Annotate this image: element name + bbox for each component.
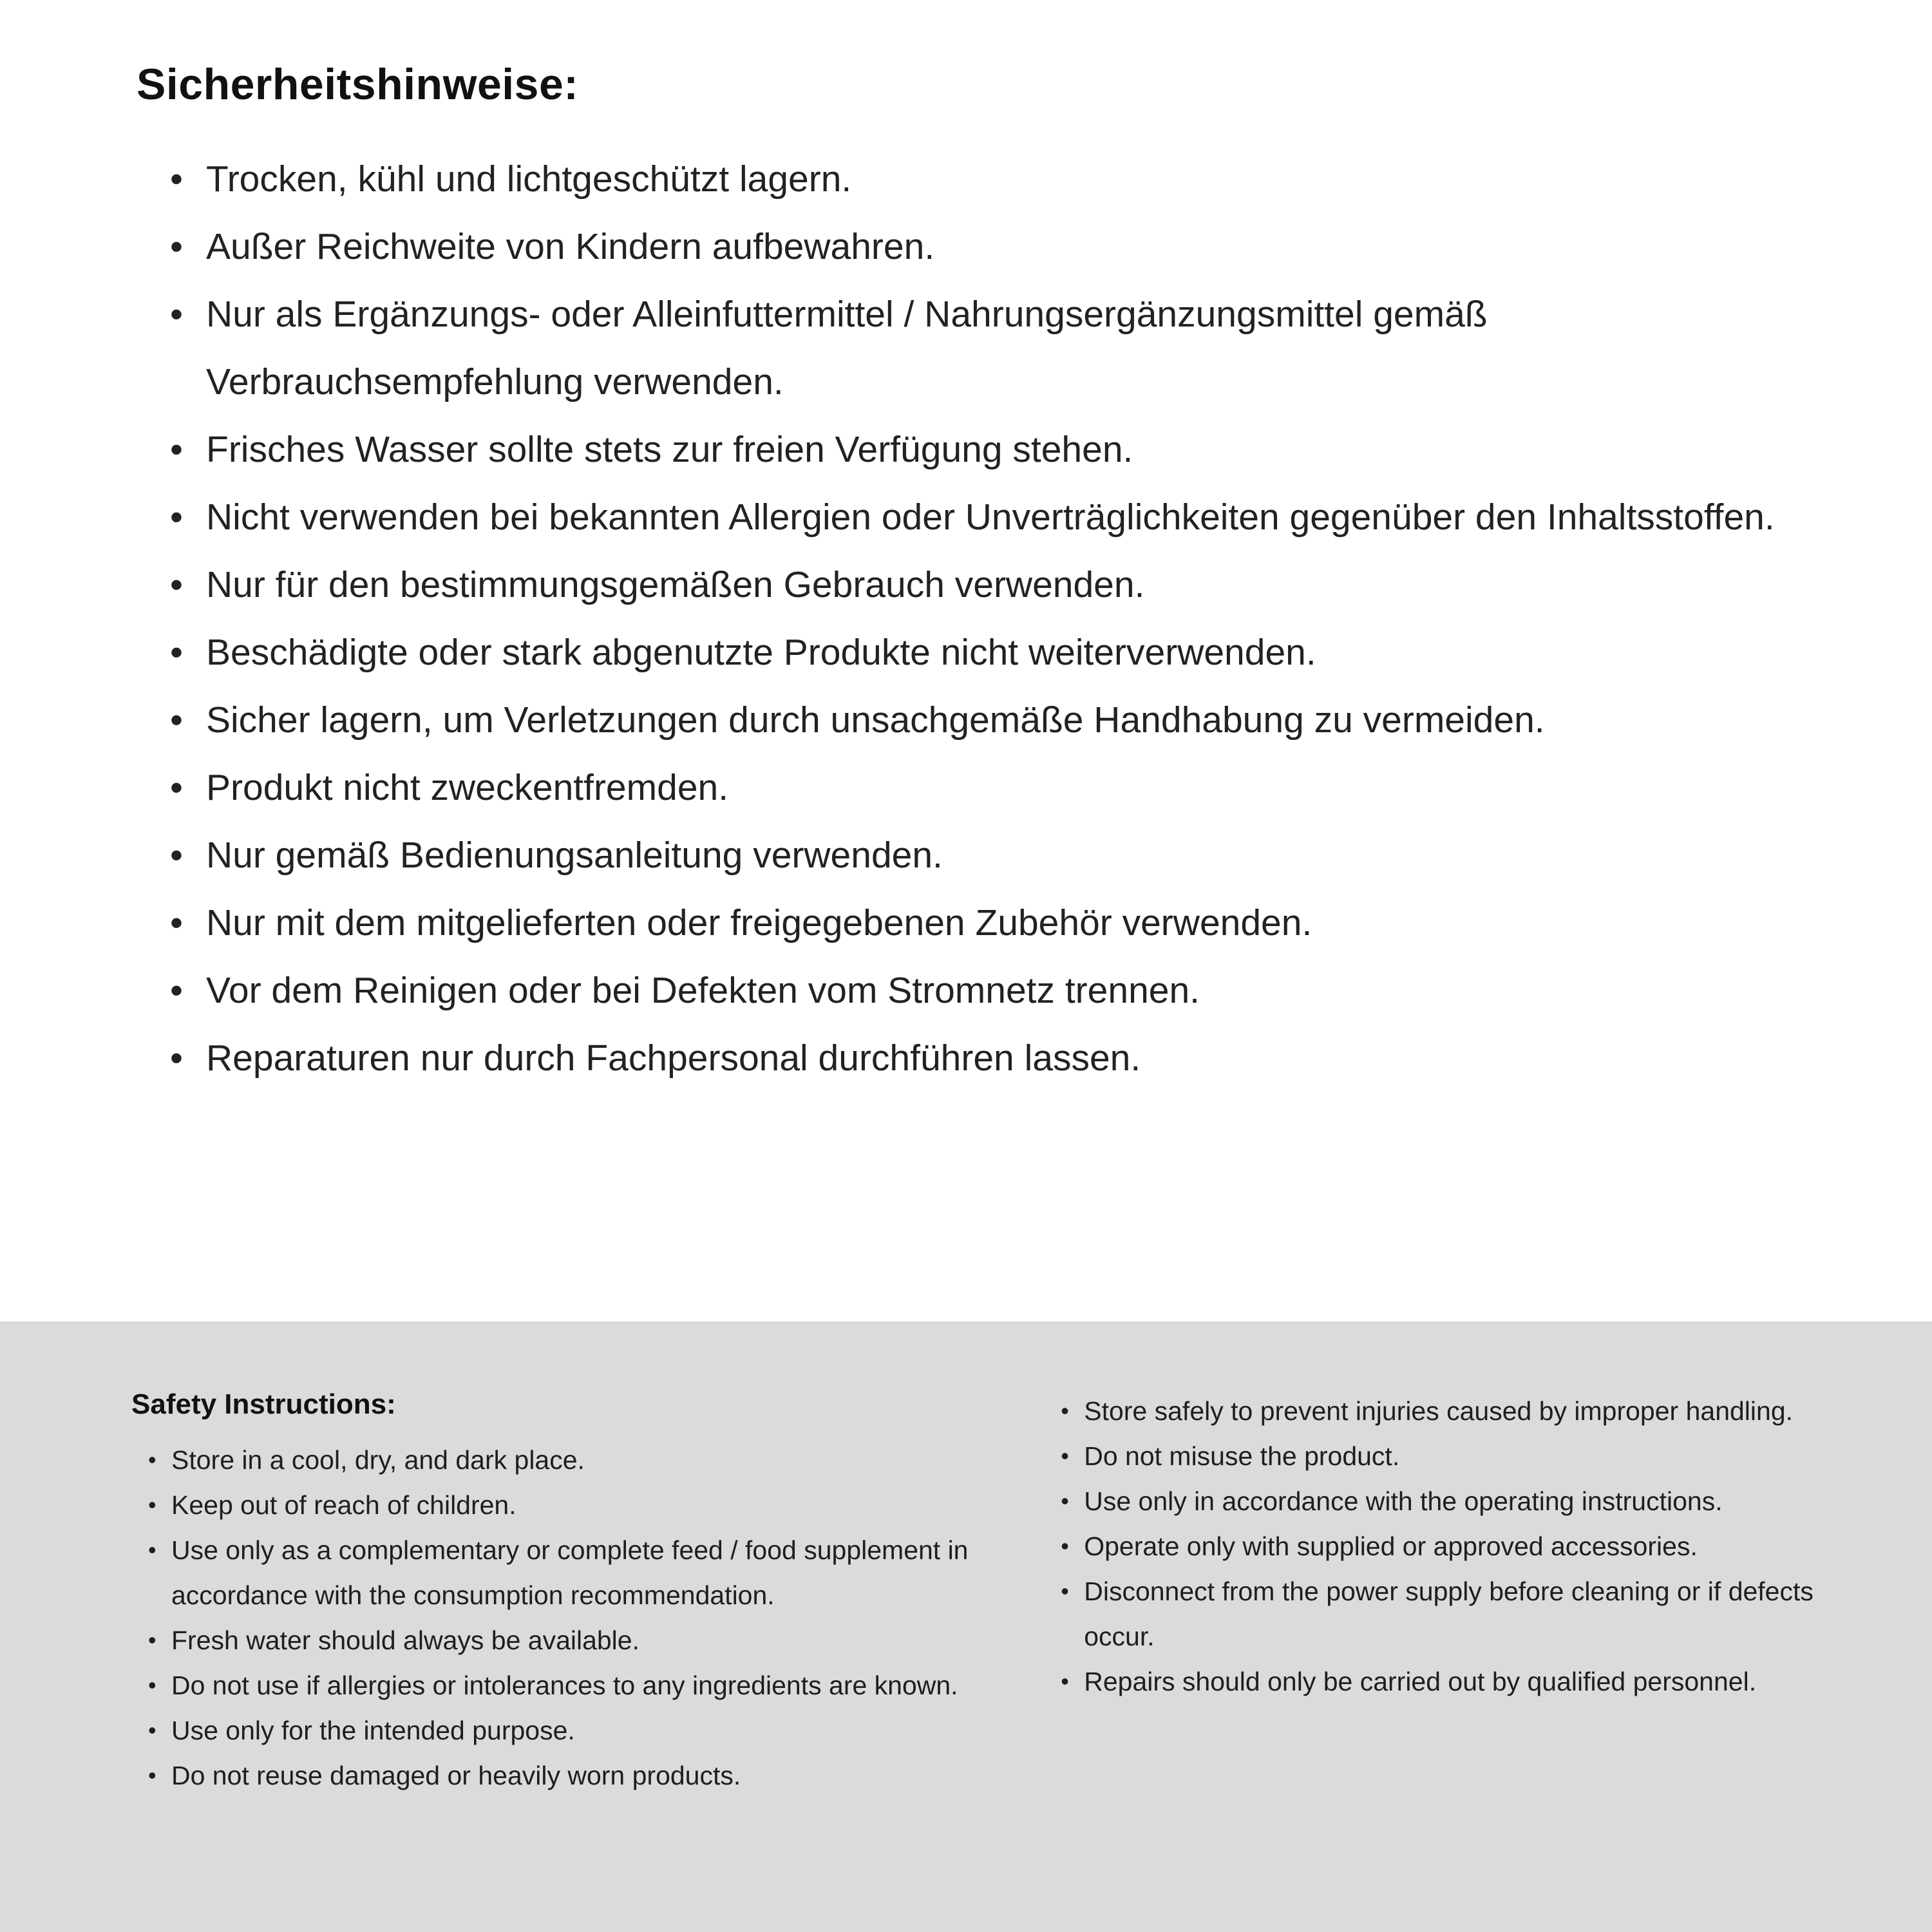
safety-item: • Nur mit dem mitgelieferten oder freigegebenen Zubehör verwenden. <box>137 889 1837 957</box>
safety-item: • Beschädigte oder stark abgenutzte Produkte nicht weiterverwenden. <box>137 619 1837 687</box>
safety-item: • Keep out of reach of children. <box>131 1482 973 1528</box>
safety-item: • Store in a cool, dry, and dark place. <box>131 1437 973 1482</box>
english-safety-list-right <box>1044 1388 1829 1704</box>
english-right-column <box>1044 1388 1829 1932</box>
safety-item: • Außer Reichweite von Kindern aufbewahren. <box>137 213 1837 281</box>
safety-item: • Nur als Ergänzungs- oder Alleinfuttermittel / Nahrungsergänzungsmittel gemäß Verbrauchsempfehlung verwenden. <box>137 281 1837 416</box>
safety-item: • Fresh water should always be available. <box>131 1618 973 1663</box>
safety-item: • Do not reuse damaged or heavily worn products. <box>131 1753 973 1798</box>
safety-item: • Nur gemäß Bedienungsanleitung verwenden. <box>137 822 1837 889</box>
safety-item: • Use only as a complementary or complete feed / food supplement in accordance with the consumption recommendation. <box>131 1528 973 1618</box>
safety-item: • Repairs should only be carried out by qualified personnel. <box>1044 1659 1829 1704</box>
safety-item: • Use only in accordance with the operating instructions. <box>1044 1479 1829 1524</box>
english-safety-list-left <box>131 1437 973 1798</box>
safety-item: • Produkt nicht zweckentfremden. <box>137 754 1837 822</box>
german-section-title: Sicherheitshinweise: <box>137 60 579 109</box>
safety-item: • Sicher lagern, um Verletzungen durch unsachgemäße Handhabung zu vermeiden. <box>137 687 1837 754</box>
safety-item: • Nur für den bestimmungsgemäßen Gebrauch verwenden. <box>137 551 1837 619</box>
english-left-column <box>131 1388 973 1932</box>
safety-item: • Reparaturen nur durch Fachpersonal durchführen lassen. <box>137 1025 1837 1092</box>
safety-item: • Disconnect from the power supply before cleaning or if defects occur. <box>1044 1569 1829 1659</box>
safety-item: • Store safely to prevent injuries caused by improper handling. <box>1044 1388 1829 1434</box>
safety-item: • Operate only with supplied or approved accessories. <box>1044 1524 1829 1569</box>
english-safety-section <box>0 1321 1932 1932</box>
safety-item: • Nicht verwenden bei bekannten Allergien oder Unverträglichkeiten gegenüber den Inhaltsstoffen. <box>137 484 1837 551</box>
safety-item: • Do not misuse the product. <box>1044 1434 1829 1479</box>
safety-item: • Use only for the intended purpose. <box>131 1708 973 1753</box>
safety-item: • Frisches Wasser sollte stets zur freien Verfügung stehen. <box>137 416 1837 484</box>
safety-item: • Do not use if allergies or intolerances to any ingredients are known. <box>131 1663 973 1708</box>
safety-item: • Vor dem Reinigen oder bei Defekten vom Stromnetz trennen. <box>137 957 1837 1025</box>
german-safety-list <box>137 146 1837 1092</box>
safety-item: • Trocken, kühl und lichtgeschützt lagern. <box>137 146 1837 213</box>
english-section-title: Safety Instructions: <box>131 1388 396 1420</box>
